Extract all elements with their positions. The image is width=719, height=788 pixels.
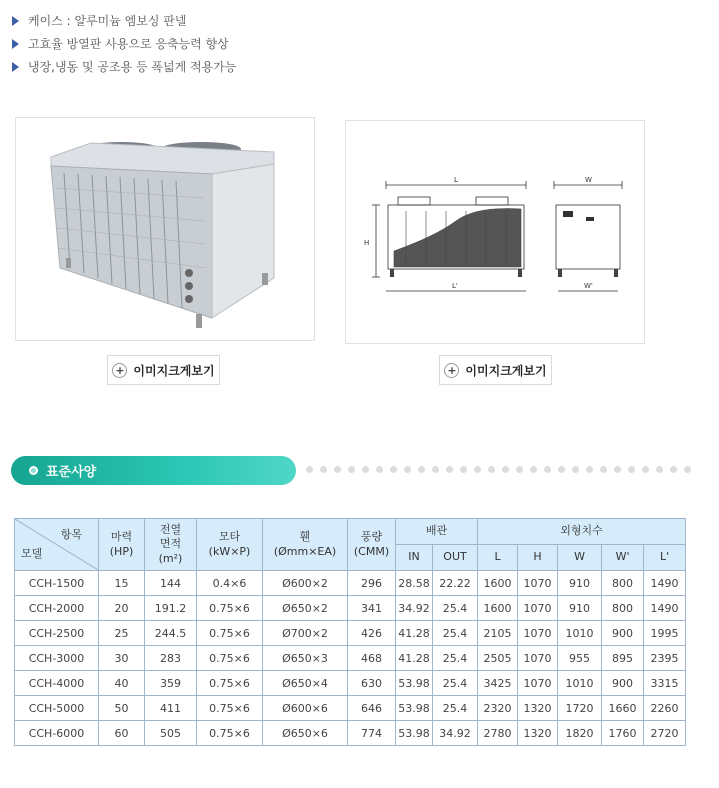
feature-item — [12, 32, 236, 55]
model-cell: CCH-3000 — [15, 646, 99, 671]
spec-cell: 1320 — [518, 721, 558, 746]
corner-model-label: 모델 — [21, 546, 43, 560]
spec-cell: 0.75×6 — [197, 646, 263, 671]
table-corner-header — [15, 519, 99, 571]
spec-cell: 1660 — [602, 696, 644, 721]
spec-cell: 1600 — [478, 571, 518, 596]
table-row — [15, 571, 686, 596]
spec-cell: Ø650×6 — [263, 721, 348, 746]
spec-cell: 800 — [602, 596, 644, 621]
spec-cell: 191.2 — [145, 596, 197, 621]
spec-cell: 34.92 — [433, 721, 478, 746]
spec-cell: 2395 — [644, 646, 686, 671]
dim-label-H: H — [364, 239, 370, 247]
spec-cell: 630 — [348, 671, 396, 696]
header-dim-H: H — [518, 545, 558, 571]
feature-item — [12, 9, 236, 32]
spec-cell: 25.4 — [433, 646, 478, 671]
header-dimensions: 외형치수 — [478, 519, 686, 545]
spec-cell: 3315 — [644, 671, 686, 696]
spec-cell: Ø600×2 — [263, 571, 348, 596]
spec-cell: 53.98 — [396, 696, 433, 721]
feature-item — [12, 55, 236, 78]
spec-cell: 1070 — [518, 671, 558, 696]
dim-label-L: L — [454, 176, 458, 184]
circle-bullet-icon — [29, 466, 38, 475]
spec-cell: 41.28 — [396, 646, 433, 671]
spec-cell: 2720 — [644, 721, 686, 746]
spec-cell: 22.22 — [433, 571, 478, 596]
bullet-triangle-icon — [12, 39, 19, 49]
spec-cell: 1995 — [644, 621, 686, 646]
corner-item-label: 항목 — [60, 528, 82, 541]
spec-cell: 0.75×6 — [197, 596, 263, 621]
feature-list — [12, 9, 236, 78]
spec-cell: 1070 — [518, 621, 558, 646]
spec-table — [14, 518, 686, 746]
table-row — [15, 721, 686, 746]
header-pipe-out: OUT — [433, 545, 478, 571]
feature-text: 냉장,냉동 및 공조용 등 폭넓게 적용가능 — [28, 60, 237, 74]
spec-cell: 25.4 — [433, 671, 478, 696]
spec-cell: 20 — [99, 596, 145, 621]
spec-cell: 144 — [145, 571, 197, 596]
spec-cell: 2780 — [478, 721, 518, 746]
model-cell: CCH-6000 — [15, 721, 99, 746]
spec-cell: 426 — [348, 621, 396, 646]
spec-cell: 895 — [602, 646, 644, 671]
spec-cell: 3425 — [478, 671, 518, 696]
spec-cell: 28.58 — [396, 571, 433, 596]
spec-cell: 244.5 — [145, 621, 197, 646]
bullet-triangle-icon — [12, 16, 19, 26]
model-cell: CCH-5000 — [15, 696, 99, 721]
spec-cell: 955 — [558, 646, 602, 671]
dim-label-W2: W' — [584, 282, 593, 290]
spec-cell: 0.75×6 — [197, 721, 263, 746]
spec-cell: 0.75×6 — [197, 671, 263, 696]
spec-cell: Ø600×6 — [263, 696, 348, 721]
spec-cell: 53.98 — [396, 671, 433, 696]
spec-cell: 25.4 — [433, 621, 478, 646]
spec-cell: 1820 — [558, 721, 602, 746]
spec-cell: 774 — [348, 721, 396, 746]
spec-cell: 41.28 — [396, 621, 433, 646]
spec-cell: 25 — [99, 621, 145, 646]
model-cell: CCH-4000 — [15, 671, 99, 696]
spec-cell: 0.4×6 — [197, 571, 263, 596]
spec-cell: 34.92 — [396, 596, 433, 621]
table-row — [15, 671, 686, 696]
header-fan: 휀 (Ømm×EA) — [263, 519, 348, 571]
spec-cell: 0.75×6 — [197, 696, 263, 721]
spec-cell: 800 — [602, 571, 644, 596]
spec-cell: 2320 — [478, 696, 518, 721]
bullet-triangle-icon — [12, 62, 19, 72]
spec-cell: 1010 — [558, 621, 602, 646]
table-row — [15, 696, 686, 721]
dimension-drawing-image — [346, 121, 644, 343]
spec-cell: 283 — [145, 646, 197, 671]
table-row — [15, 621, 686, 646]
model-cell: CCH-2500 — [15, 621, 99, 646]
spec-cell: 1760 — [602, 721, 644, 746]
spec-cell: 1490 — [644, 571, 686, 596]
spec-cell: Ø650×4 — [263, 671, 348, 696]
spec-cell: 1070 — [518, 596, 558, 621]
model-cell: CCH-1500 — [15, 571, 99, 596]
spec-cell: 900 — [602, 621, 644, 646]
dim-label-L2: L' — [452, 282, 458, 290]
condenser-unit-image — [16, 118, 314, 340]
model-cell: CCH-2000 — [15, 596, 99, 621]
spec-cell: Ø700×2 — [263, 621, 348, 646]
spec-cell: Ø650×3 — [263, 646, 348, 671]
spec-cell: 505 — [145, 721, 197, 746]
spec-cell: 40 — [99, 671, 145, 696]
header-dim-W2: W' — [602, 545, 644, 571]
spec-cell: 30 — [99, 646, 145, 671]
spec-cell: 910 — [558, 596, 602, 621]
view-large-drawing-button[interactable] — [439, 355, 552, 385]
product-photo — [15, 117, 315, 341]
spec-cell: 296 — [348, 571, 396, 596]
spec-cell: 25.4 — [433, 696, 478, 721]
spec-cell: 15 — [99, 571, 145, 596]
header-pipe-in: IN — [396, 545, 433, 571]
spec-cell: 1600 — [478, 596, 518, 621]
spec-cell: 910 — [558, 571, 602, 596]
spec-cell: 2505 — [478, 646, 518, 671]
spec-cell: 50 — [99, 696, 145, 721]
section-title: 표준사양 — [46, 465, 97, 480]
zoom-in-icon: + — [112, 363, 127, 378]
feature-text: 고효율 방열판 사용으로 응축능력 향상 — [28, 37, 229, 51]
spec-cell: Ø650×2 — [263, 596, 348, 621]
zoom-button-label: 이미지크게보기 — [133, 363, 215, 378]
header-motor: 모타 (kW×P) — [197, 519, 263, 571]
spec-cell: 2105 — [478, 621, 518, 646]
header-dim-L: L — [478, 545, 518, 571]
dim-label-W: W — [585, 176, 592, 184]
spec-cell: 359 — [145, 671, 197, 696]
spec-cell: 468 — [348, 646, 396, 671]
table-row — [15, 596, 686, 621]
spec-cell: 1320 — [518, 696, 558, 721]
header-dim-L2: L' — [644, 545, 686, 571]
dotted-divider — [306, 466, 691, 473]
header-area: 전열 면적 (m²) — [145, 519, 197, 571]
header-dim-W: W — [558, 545, 602, 571]
header-piping: 배관 — [396, 519, 478, 545]
dimension-drawing — [345, 120, 645, 344]
spec-cell: 1070 — [518, 646, 558, 671]
zoom-button-label: 이미지크게보기 — [465, 363, 547, 378]
header-airflow: 풍량 (CMM) — [348, 519, 396, 571]
feature-text: 케이스 : 알루미늄 엠보싱 판넬 — [28, 14, 187, 28]
zoom-in-icon: + — [444, 363, 459, 378]
section-header — [11, 456, 296, 485]
spec-cell: 1070 — [518, 571, 558, 596]
spec-cell: 60 — [99, 721, 145, 746]
header-hp: 마력 (HP) — [99, 519, 145, 571]
view-large-image-button[interactable] — [107, 355, 220, 385]
table-row — [15, 646, 686, 671]
spec-cell: 646 — [348, 696, 396, 721]
spec-cell: 53.98 — [396, 721, 433, 746]
spec-cell: 900 — [602, 671, 644, 696]
spec-cell: 0.75×6 — [197, 621, 263, 646]
spec-cell: 1010 — [558, 671, 602, 696]
spec-cell: 1720 — [558, 696, 602, 721]
spec-cell: 411 — [145, 696, 197, 721]
spec-cell: 25.4 — [433, 596, 478, 621]
spec-cell: 341 — [348, 596, 396, 621]
spec-cell: 2260 — [644, 696, 686, 721]
spec-cell: 1490 — [644, 596, 686, 621]
